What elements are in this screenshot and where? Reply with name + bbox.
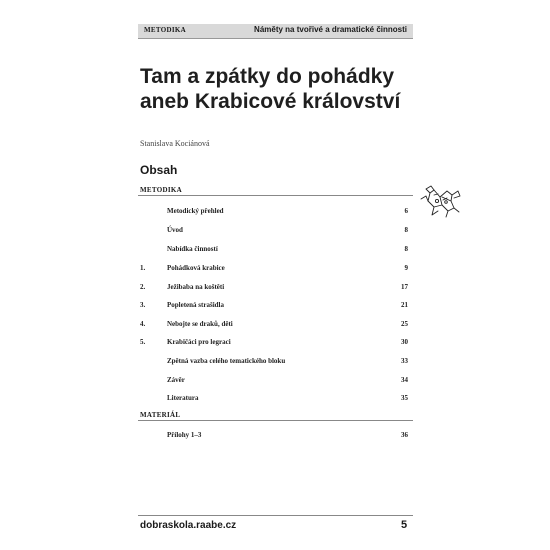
toc-entry-label: Nebojte se draků, děti [167, 320, 233, 328]
toc-entry-label: Metodický přehled [167, 207, 224, 215]
toc-row[interactable] [140, 338, 408, 350]
toc-row[interactable] [140, 431, 408, 443]
contents-heading: Obsah [140, 163, 178, 177]
toc-row[interactable] [140, 301, 408, 313]
section-rule [138, 195, 413, 196]
dragon-doodle-icon [418, 181, 464, 221]
toc-number: 5. [140, 338, 146, 346]
footer-rule [138, 515, 413, 516]
toc-number: 2. [140, 283, 146, 291]
toc-row[interactable] [140, 357, 408, 369]
toc-row[interactable] [140, 394, 408, 406]
toc-page-number: 33 [401, 357, 408, 365]
toc-page-number: 35 [401, 394, 408, 402]
toc-row[interactable] [140, 226, 408, 238]
toc-entry-label: Literatura [167, 394, 199, 402]
toc-number: 1. [140, 264, 146, 272]
toc-page-number: 9 [404, 264, 408, 272]
toc-entry-label: Popletená strašidla [167, 301, 224, 309]
toc-number: 3. [140, 301, 146, 309]
running-header [138, 24, 413, 38]
toc-page-number: 36 [401, 431, 408, 439]
section-rule [138, 420, 413, 421]
toc-page-number: 25 [401, 320, 408, 328]
toc-entry-label: Pohádková krabice [167, 264, 225, 272]
section-label-material: MATERIÁL [140, 411, 181, 419]
toc-page-number: 8 [404, 245, 408, 253]
toc-entry-label: Úvod [167, 226, 183, 234]
toc-page-number: 8 [404, 226, 408, 234]
toc-entry-label: Zpětná vazba celého tematického bloku [167, 357, 286, 365]
toc-row[interactable] [140, 207, 408, 219]
page-number: 5 [401, 519, 408, 531]
author-name: Stanislava Kociánová [140, 139, 210, 148]
toc-entry-label: Krabičáci pro legraci [167, 338, 231, 346]
toc-page-number: 34 [401, 376, 408, 384]
toc-row[interactable] [140, 283, 408, 295]
toc-row[interactable] [140, 376, 408, 388]
header-topic: Náměty na tvořivé a dramatické činnosti [254, 25, 407, 34]
toc-row[interactable] [140, 264, 408, 276]
toc-entry-label: Závěr [167, 376, 185, 384]
toc-row[interactable] [140, 320, 408, 332]
page-title [140, 64, 400, 114]
section-label-metodika: METODIKA [140, 186, 182, 194]
header-rule [138, 38, 413, 39]
toc-page-number: 30 [401, 338, 408, 346]
toc-entry-label: Přílohy 1–3 [167, 431, 202, 439]
toc-number: 4. [140, 320, 146, 328]
title-line-2: aneb Krabicové království [140, 90, 401, 113]
toc-page-number: 21 [401, 301, 408, 309]
title-line-1: Tam a zpátky do pohádky [140, 65, 394, 88]
toc-entry-label: Nabídka činností [167, 245, 218, 253]
toc-row[interactable] [140, 245, 408, 257]
footer-website-link[interactable]: dobraskola.raabe.cz [140, 520, 237, 531]
toc-page-number: 6 [404, 207, 408, 215]
toc-entry-label: Ježibaba na koštěti [167, 283, 225, 291]
toc-page-number: 17 [401, 283, 408, 291]
header-section-label: METODIKA [144, 26, 186, 34]
